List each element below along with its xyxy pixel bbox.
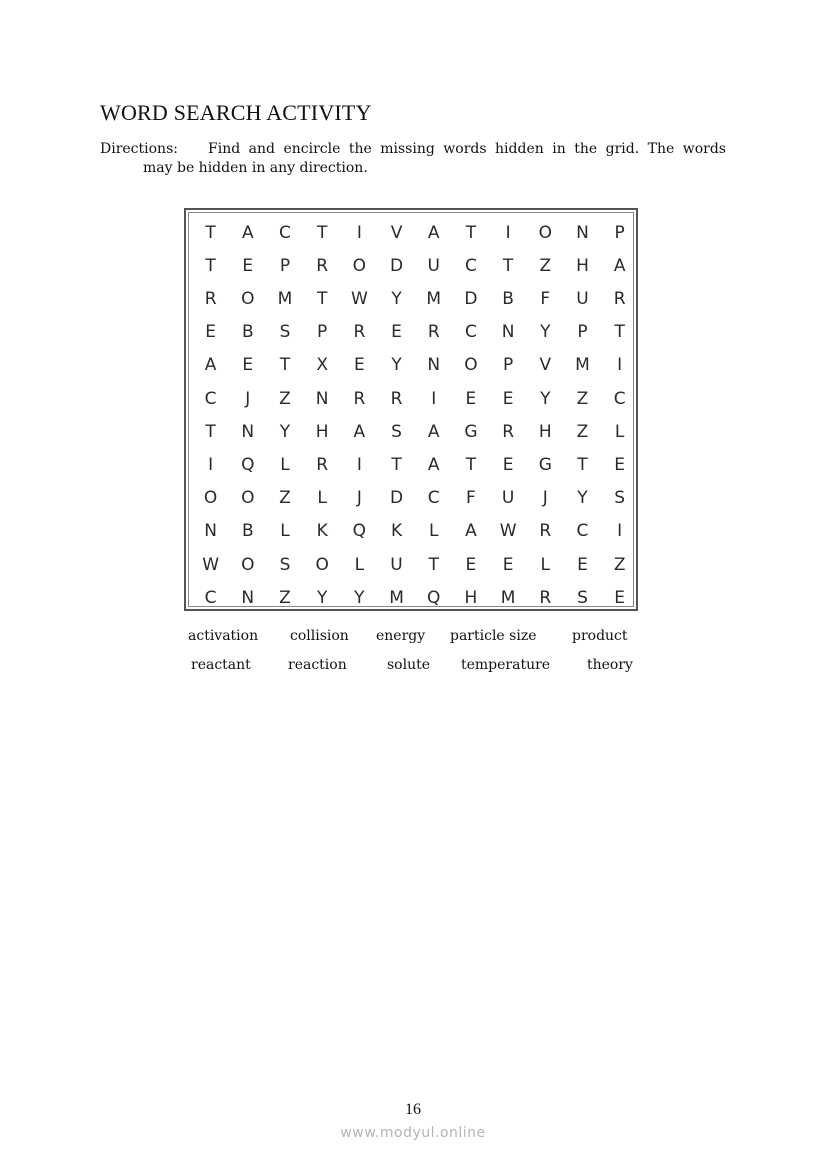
grid-letter[interactable]: B [241, 521, 254, 542]
grid-letter[interactable]: T [316, 222, 328, 243]
grid-letter[interactable]: C [576, 521, 589, 542]
grid-letter[interactable]: L [428, 521, 439, 542]
grid-row [189, 515, 636, 548]
grid-letter[interactable]: E [391, 322, 402, 343]
grid-letter[interactable]: J [542, 488, 548, 509]
grid-letter[interactable]: C [204, 388, 217, 409]
grid-letter[interactable]: R [353, 388, 366, 409]
directions-label: Directions: [100, 141, 178, 157]
grid-letter[interactable]: I [431, 388, 437, 409]
grid-letter[interactable]: D [389, 488, 404, 509]
grid-letter[interactable]: C [427, 488, 440, 509]
grid-letter[interactable]: R [390, 388, 403, 409]
grid-letter[interactable]: I [505, 222, 511, 243]
grid-letter[interactable]: W [350, 288, 368, 309]
grid-letter[interactable]: T [502, 255, 514, 276]
grid-letter[interactable]: V [539, 355, 552, 376]
grid-letter[interactable]: L [614, 421, 625, 442]
grid-letter[interactable]: Y [577, 488, 588, 509]
grid-letter[interactable]: T [614, 322, 625, 343]
grid-letter[interactable]: Y [354, 587, 365, 608]
directions [100, 140, 726, 178]
grid-letter[interactable]: F [540, 288, 551, 309]
word-bank-item: particle size [450, 628, 537, 644]
grid-letter[interactable]: Q [352, 521, 367, 542]
grid-letter[interactable]: T [205, 255, 216, 276]
grid-letter[interactable]: Z [279, 388, 291, 409]
grid-letter[interactable]: W [499, 521, 517, 542]
grid-letter[interactable]: H [464, 587, 478, 608]
grid-letter[interactable]: R [539, 587, 552, 608]
grid-letter[interactable]: Z [279, 587, 291, 608]
grid-row [189, 581, 636, 614]
word-bank-item: activation [188, 628, 259, 644]
grid-letter[interactable]: R [427, 322, 440, 343]
grid-letter[interactable]: L [354, 554, 365, 575]
page-number: 16 [405, 1101, 421, 1118]
word-bank-item: collision [290, 628, 349, 644]
word-search-grid [184, 208, 638, 611]
grid-letter[interactable]: N [241, 587, 255, 608]
grid-row [189, 216, 636, 249]
grid-row [189, 482, 636, 515]
grid-letter[interactable]: Y [316, 587, 328, 608]
grid-letter[interactable]: E [577, 554, 588, 575]
grid-letter[interactable]: C [464, 322, 477, 343]
word-bank-item: energy [376, 628, 426, 644]
word-search-grid-inner [188, 212, 634, 607]
grid-row [189, 316, 636, 349]
grid-letter[interactable]: R [539, 521, 552, 542]
grid-letter[interactable]: K [316, 521, 328, 542]
grid-letter[interactable]: J [356, 488, 362, 509]
grid-letter[interactable]: Z [576, 388, 589, 409]
grid-letter[interactable]: H [538, 421, 552, 442]
grid-letter[interactable]: P [502, 355, 514, 376]
grid-letter[interactable]: C [464, 255, 477, 276]
grid-letter[interactable]: H [576, 255, 589, 276]
word-bank-item: solute [387, 657, 431, 673]
grid-letter[interactable]: I [617, 355, 623, 376]
grid-letter[interactable]: E [502, 554, 514, 575]
grid-letter[interactable]: O [538, 222, 552, 243]
watermark: www.modyul.online [340, 1125, 486, 1141]
grid-letter[interactable]: P [317, 322, 328, 343]
grid-letter[interactable]: L [280, 454, 290, 475]
activity-title: WORD SEARCH ACTIVITY [100, 100, 372, 125]
grid-letter[interactable]: S [279, 554, 291, 575]
grid-letter[interactable]: N [576, 222, 589, 243]
grid-row [189, 382, 636, 415]
grid-letter[interactable]: Z [613, 554, 626, 575]
grid-letter[interactable]: A [353, 421, 366, 442]
grid-letter[interactable]: Q [241, 454, 255, 475]
grid-letter[interactable]: A [465, 521, 477, 542]
grid-letter[interactable]: S [577, 587, 588, 608]
grid-letter[interactable]: U [501, 488, 515, 509]
grid-letter[interactable]: A [204, 355, 217, 376]
grid-letter[interactable]: A [427, 222, 440, 243]
grid-letter[interactable]: O [241, 554, 255, 575]
grid-letter[interactable]: O [203, 488, 218, 509]
grid-letter[interactable]: O [315, 554, 329, 575]
grid-letter[interactable]: N [204, 521, 217, 542]
grid-letter[interactable]: J [245, 388, 251, 409]
grid-letter[interactable]: I [356, 454, 362, 475]
grid-letter[interactable]: T [428, 554, 439, 575]
grid-letter[interactable]: T [577, 454, 588, 475]
grid-letter[interactable]: R [613, 288, 626, 309]
grid-letter[interactable]: S [279, 322, 291, 343]
grid-letter[interactable]: G [464, 421, 478, 442]
grid-letter[interactable]: Y [391, 355, 402, 376]
directions-text-line2: may be hidden in any direction. [143, 160, 368, 176]
grid-letter[interactable]: E [353, 355, 365, 376]
grid-letter[interactable]: C [613, 388, 626, 409]
grid-letter[interactable]: Z [539, 255, 552, 276]
grid-letter[interactable]: I [356, 222, 362, 243]
grid-letter[interactable]: N [241, 421, 255, 442]
grid-letter[interactable]: E [502, 454, 514, 475]
word-bank-row-1 [184, 628, 640, 648]
grid-letter[interactable]: M [575, 355, 590, 376]
grid-letter[interactable]: L [317, 488, 327, 509]
grid-letter[interactable]: T [316, 288, 328, 309]
grid-letter[interactable]: N [427, 355, 441, 376]
grid-letter[interactable]: R [316, 255, 329, 276]
grid-letter[interactable]: Z [576, 421, 589, 442]
grid-letter[interactable]: Y [540, 388, 551, 409]
grid-row [189, 548, 636, 581]
grid-letter[interactable]: E [614, 587, 626, 608]
grid-letter[interactable]: E [242, 355, 254, 376]
grid-letter[interactable]: M [277, 288, 293, 309]
grid-letter[interactable]: O [241, 488, 255, 509]
grid-letter[interactable]: U [390, 554, 403, 575]
grid-letter[interactable]: A [613, 255, 626, 276]
grid-letter[interactable]: P [279, 255, 291, 276]
grid-letter[interactable]: R [353, 322, 366, 343]
grid-letter[interactable]: O [241, 288, 255, 309]
grid-letter[interactable]: D [464, 288, 478, 309]
grid-letter[interactable]: D [389, 255, 404, 276]
grid-letter[interactable]: G [538, 454, 552, 475]
grid-letter[interactable]: F [466, 488, 476, 509]
grid-letter[interactable]: N [315, 388, 329, 409]
grid-letter[interactable]: P [577, 322, 588, 343]
grid-letter[interactable]: T [205, 222, 216, 243]
grid-letter[interactable]: M [389, 587, 404, 608]
grid-letter[interactable]: A [427, 454, 440, 475]
grid-letter[interactable]: Y [279, 421, 291, 442]
grid-row [189, 448, 636, 481]
grid-letter[interactable]: S [614, 488, 626, 509]
grid-letter[interactable]: L [280, 521, 290, 542]
word-bank-row-2 [184, 657, 640, 677]
grid-letter[interactable]: Q [427, 587, 441, 608]
word-bank-item: reactant [191, 657, 251, 673]
grid-letter[interactable]: Y [391, 288, 402, 309]
grid-letter[interactable]: U [576, 288, 589, 309]
grid-letter[interactable]: R [204, 288, 217, 309]
grid-letter[interactable]: M [500, 587, 516, 608]
grid-letter[interactable]: T [465, 454, 477, 475]
grid-letter[interactable]: B [241, 322, 254, 343]
word-bank-item: theory [587, 657, 633, 673]
grid-letter[interactable]: C [279, 222, 291, 243]
grid-letter[interactable]: V [390, 222, 403, 243]
grid-letter[interactable]: H [315, 421, 329, 442]
grid-letter[interactable]: E [465, 554, 477, 575]
grid-letter[interactable]: S [391, 421, 402, 442]
grid-letter[interactable]: A [241, 222, 254, 243]
grid-letter[interactable]: T [465, 222, 477, 243]
grid-row [189, 282, 636, 315]
grid-letter[interactable]: M [426, 288, 442, 309]
grid-letter[interactable]: U [427, 255, 440, 276]
grid-letter[interactable]: C [204, 587, 217, 608]
grid-letter[interactable]: O [352, 255, 367, 276]
grid-letter[interactable]: K [390, 521, 403, 542]
grid-letter[interactable]: N [501, 322, 515, 343]
grid-letter[interactable]: E [502, 388, 514, 409]
grid-letter[interactable]: E [465, 388, 477, 409]
grid-letter[interactable]: E [205, 322, 216, 343]
word-bank-item: temperature [461, 657, 551, 673]
word-bank-item: product [572, 628, 628, 644]
grid-letter[interactable]: E [242, 255, 254, 276]
grid-letter[interactable]: R [316, 454, 329, 475]
grid-letter[interactable]: Y [540, 322, 551, 343]
grid-letter[interactable]: T [205, 421, 216, 442]
grid-letter[interactable]: T [391, 454, 402, 475]
grid-row [189, 349, 636, 382]
grid-letter[interactable]: R [502, 421, 514, 442]
grid-letter[interactable]: T [279, 355, 291, 376]
grid-letter[interactable]: B [502, 288, 514, 309]
grid-letter[interactable]: I [208, 454, 214, 475]
directions-text-line1: Find and encircle the missing words hidden in the grid. The words [208, 141, 726, 157]
grid-letter[interactable]: L [540, 554, 551, 575]
grid-row [189, 249, 636, 282]
grid-letter[interactable]: W [202, 554, 219, 575]
grid-letter[interactable]: Z [279, 488, 291, 509]
grid-letter[interactable]: I [617, 521, 623, 542]
grid-letter[interactable]: E [614, 454, 626, 475]
grid-letter[interactable]: A [427, 421, 440, 442]
grid-letter[interactable]: O [464, 355, 478, 376]
grid-letter[interactable]: X [316, 355, 328, 376]
grid-row [189, 415, 636, 448]
grid-letter[interactable]: P [614, 222, 625, 243]
word-bank-item: reaction [288, 657, 347, 673]
